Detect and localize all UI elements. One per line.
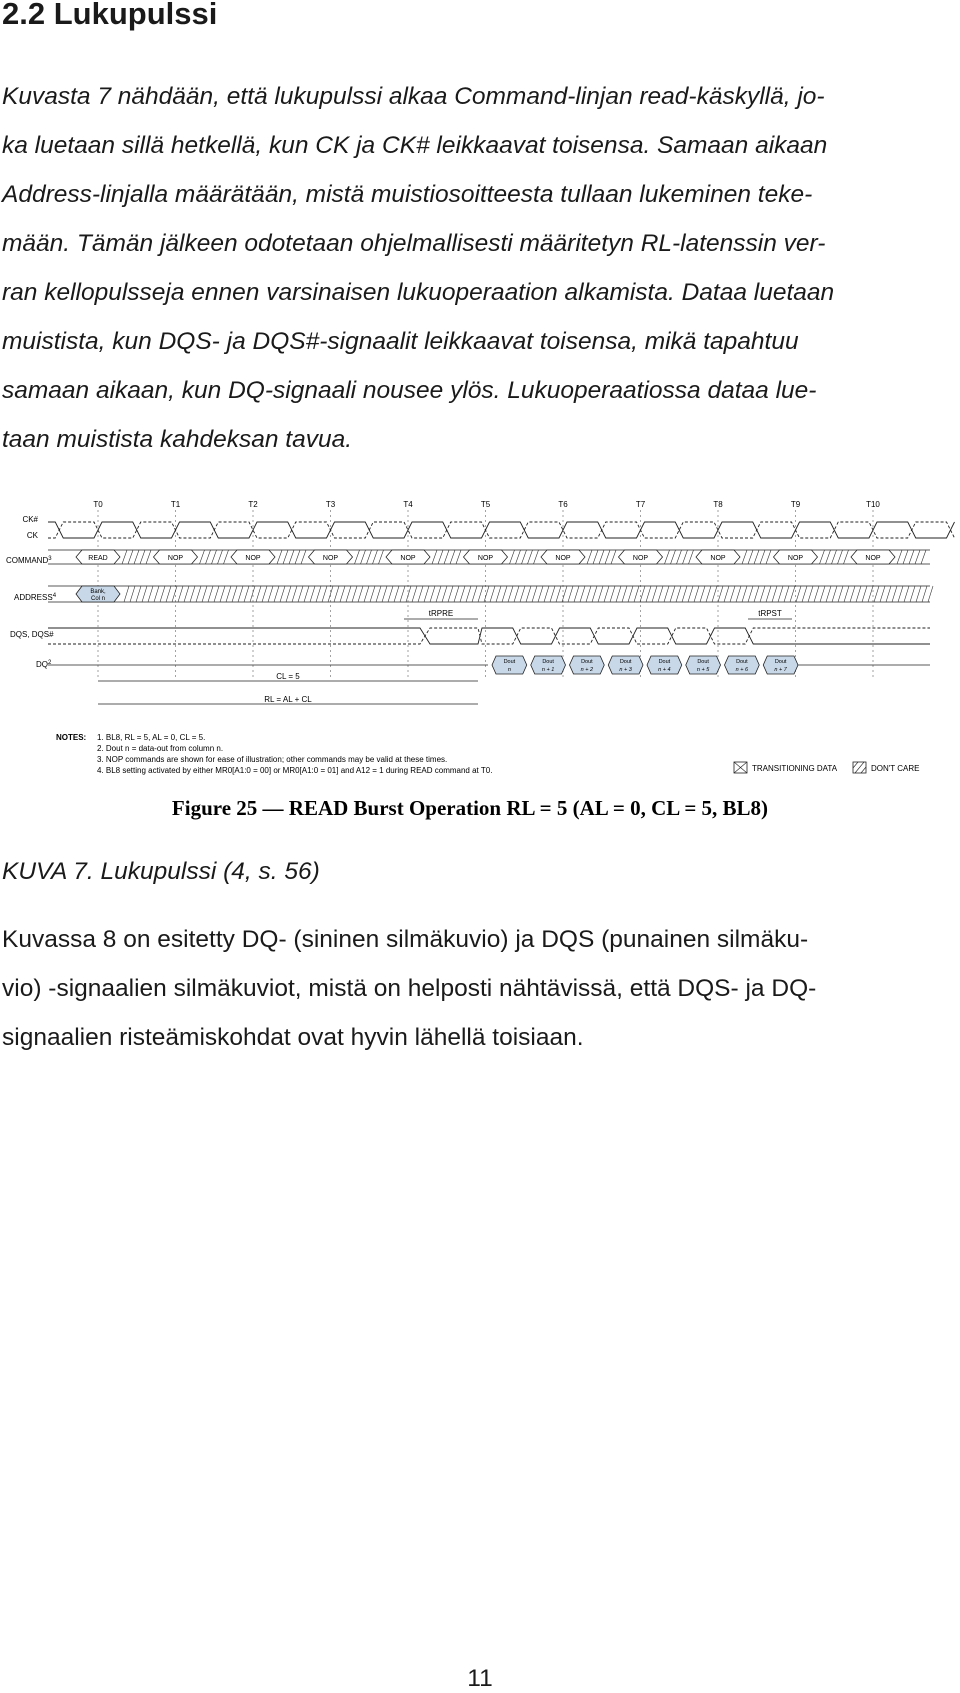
legend-transitioning <box>734 762 838 773</box>
rl-label: RL = AL + CL <box>264 695 312 704</box>
command-hatch <box>748 550 753 564</box>
address-hatch <box>556 586 561 602</box>
command-hatch <box>534 550 539 564</box>
address-hatch <box>490 586 495 602</box>
command-hatch <box>599 550 604 564</box>
dout-sub: n + 7 <box>774 667 787 673</box>
command-hatch <box>665 550 670 564</box>
time-label: T3 <box>325 500 336 509</box>
address-hatch <box>892 586 897 602</box>
address-hatch <box>292 586 297 602</box>
address-hatch <box>874 586 879 602</box>
address-hatch <box>148 586 153 602</box>
address-hatch <box>376 586 381 602</box>
address-hatch <box>514 586 519 602</box>
address-hatch <box>142 586 147 602</box>
address-hatch <box>340 586 345 602</box>
command-hatch <box>766 550 771 564</box>
command-hatch <box>528 550 533 564</box>
clock-ck <box>48 522 955 538</box>
address-hatch <box>904 586 909 602</box>
command-hatch <box>832 550 837 564</box>
dqs-row <box>48 628 930 644</box>
address-hatch <box>502 586 507 602</box>
command-label: NOP <box>167 555 184 562</box>
command-hatch <box>355 550 360 564</box>
address-hatch <box>574 586 579 602</box>
dout-label: Dout <box>581 659 593 665</box>
address-hatch <box>472 586 477 602</box>
paragraph-line: Address-linjalla määrätään, mistä muistiosoitteesta tullaan lukeminen teke- <box>2 181 813 208</box>
dq-row <box>48 656 930 674</box>
address-hatch <box>202 586 207 602</box>
address-value-line1: Bank, <box>90 589 106 595</box>
command-hatch <box>200 550 205 564</box>
address-hatch <box>928 586 933 602</box>
command-hatch <box>516 550 521 564</box>
address-hatch <box>664 586 669 602</box>
address-hatch <box>688 586 693 602</box>
time-label: T8 <box>713 500 723 509</box>
address-hatch <box>634 586 639 602</box>
address-hatch <box>358 586 363 602</box>
clock-ck-bar <box>48 522 955 538</box>
cl-label: CL = 5 <box>276 672 300 681</box>
label-dqs: DQS, DQS# <box>10 630 54 639</box>
dout-label: Dout <box>736 659 748 665</box>
address-hatch <box>382 586 387 602</box>
address-hatch <box>880 586 885 602</box>
address-hatch <box>850 586 855 602</box>
address-hatch <box>838 586 843 602</box>
dout-sub: n + 4 <box>658 667 671 673</box>
address-hatch <box>808 586 813 602</box>
command-hatch <box>128 550 133 564</box>
address-hatch <box>622 586 627 602</box>
command-hatch <box>838 550 843 564</box>
address-hatch <box>610 586 615 602</box>
address-hatch <box>286 586 291 602</box>
dout-label: Dout <box>542 659 554 665</box>
address-hatch <box>616 586 621 602</box>
paragraph-1 <box>2 72 947 464</box>
address-hatch <box>352 586 357 602</box>
legend-transitioning-label: TRANSITIONING DATA <box>752 764 838 773</box>
command-hatch <box>289 550 294 564</box>
address-hatch <box>232 586 237 602</box>
note-4: 4. BL8 setting activated by either MR0[A1:0 = 00] or MR0[A1:0 = 01] and A12 = 1 during READ command at T0. <box>97 766 493 775</box>
time-labels <box>93 500 880 509</box>
address-hatch <box>268 586 273 602</box>
trpre-label: tRPRE <box>428 609 454 618</box>
time-label: T1 <box>170 500 181 509</box>
address-hatch <box>826 586 831 602</box>
address-hatch <box>328 586 333 602</box>
address-hatch <box>532 586 537 602</box>
page-number: 11 <box>467 1665 493 1692</box>
command-hatch <box>742 550 747 564</box>
address-hatch <box>322 586 327 602</box>
address-hatch <box>442 586 447 602</box>
address-hatch <box>262 586 267 602</box>
address-hatch <box>226 586 231 602</box>
address-hatch <box>802 586 807 602</box>
command-row <box>48 550 930 564</box>
address-hatch <box>274 586 279 602</box>
label-ck: CK <box>26 531 38 540</box>
address-hatch <box>388 586 393 602</box>
address-hatch <box>772 586 777 602</box>
address-hatch <box>766 586 771 602</box>
command-label: NOP <box>865 555 881 562</box>
address-hatch <box>580 586 585 602</box>
address-hatch <box>364 586 369 602</box>
address-hatch <box>868 586 873 602</box>
address-hatch <box>484 586 489 602</box>
address-hatch <box>586 586 591 602</box>
address-hatch <box>508 586 513 602</box>
address-hatch <box>796 586 801 602</box>
address-hatch <box>916 586 921 602</box>
command-hatch <box>915 550 920 564</box>
command-hatch <box>921 550 926 564</box>
paragraph-2 <box>2 915 947 1062</box>
time-label: T0 <box>93 500 103 509</box>
address-hatch <box>130 586 135 602</box>
dout-label: Dout <box>658 659 671 665</box>
address-hatch <box>550 586 555 602</box>
command-hatch <box>611 550 616 564</box>
command-hatch <box>689 550 694 564</box>
paragraph-line: Kuvassa 8 on esitetty DQ- (sininen silmäkuvio) ja DQS (punainen silmäku- <box>2 926 809 953</box>
address-hatch <box>814 586 819 602</box>
address-hatch <box>604 586 609 602</box>
legend-dont-care-label: DON'T CARE <box>871 764 920 773</box>
address-hatch <box>136 586 141 602</box>
command-label: NOP <box>245 555 261 562</box>
command-hatch <box>134 550 139 564</box>
trpst-label: tRPST <box>758 609 782 618</box>
command-hatch <box>903 550 908 564</box>
address-hatch <box>478 586 483 602</box>
address-hatch <box>526 586 531 602</box>
note-3: 3. NOP commands are shown for ease of illustration; other commands may be valid at these times. <box>97 755 448 764</box>
time-label: T4 <box>403 500 413 509</box>
clock-waveform <box>48 522 955 538</box>
address-hatch <box>790 586 795 602</box>
command-hatch <box>844 550 849 564</box>
address-hatch <box>418 586 423 602</box>
address-hatch <box>160 586 165 602</box>
address-hatch <box>694 586 699 602</box>
dout-sub: n + 1 <box>541 667 555 673</box>
address-hatch <box>394 586 399 602</box>
command-hatch <box>146 550 151 564</box>
address-hatch <box>448 586 453 602</box>
address-hatch <box>178 586 183 602</box>
address-hatch <box>424 586 429 602</box>
address-hatch <box>832 586 837 602</box>
address-hatch <box>784 586 789 602</box>
address-hatch <box>256 586 261 602</box>
command-hatch <box>826 550 831 564</box>
paragraph-line: signaalien risteämiskohdat ovat hyvin lähellä toisiaan. <box>2 1024 584 1051</box>
command-hatch <box>277 550 282 564</box>
time-label: T5 <box>480 500 491 509</box>
address-hatch <box>430 586 435 602</box>
time-label: T7 <box>635 500 646 509</box>
command-label: NOP <box>477 555 494 562</box>
address-hatch <box>898 586 903 602</box>
dout-label: Dout <box>503 659 516 665</box>
time-label: T6 <box>558 500 568 509</box>
address-hatch <box>544 586 549 602</box>
command-hatch <box>373 550 378 564</box>
address-hatch <box>592 586 597 602</box>
command-hatch <box>218 550 223 564</box>
command-hatch <box>140 550 145 564</box>
command-hatch <box>683 550 688 564</box>
address-hatch <box>886 586 891 602</box>
paragraph-line: Kuvasta 7 nähdään, että lukupulssi alkaa Command-linjan read-käskyllä, jo- <box>2 83 825 110</box>
time-label: T10 <box>866 500 880 509</box>
command-label: NOP <box>787 555 804 562</box>
command-hatch <box>909 550 914 564</box>
command-label: NOP <box>322 555 339 562</box>
address-hatch <box>466 586 471 602</box>
command-hatch <box>593 550 598 564</box>
command-hatch <box>456 550 461 564</box>
command-hatch <box>283 550 288 564</box>
address-hatch <box>742 586 747 602</box>
dout-sub: n + 5 <box>696 667 710 673</box>
address-hatch <box>748 586 753 602</box>
address-hatch <box>922 586 927 602</box>
address-hatch <box>238 586 243 602</box>
address-hatch <box>298 586 303 602</box>
address-hatch <box>334 586 339 602</box>
address-hatch <box>454 586 459 602</box>
address-hatch <box>718 586 723 602</box>
command-hatch <box>438 550 443 564</box>
command-label: NOP <box>632 555 649 562</box>
command-label: READ <box>88 555 108 562</box>
dqs-bar-wave <box>48 628 930 644</box>
address-hatch <box>820 586 825 602</box>
address-hatch <box>778 586 783 602</box>
paragraph-line: vio) -signaalien silmäkuviot, mistä on helposti nähtävissä, että DQS- ja DQ- <box>2 975 817 1002</box>
command-hatch <box>224 550 229 564</box>
figure-title: Figure 25 — READ Burst Operation RL = 5 (AL = 0, CL = 5, BL8) <box>171 796 769 820</box>
address-hatch <box>124 586 129 602</box>
address-hatch <box>652 586 657 602</box>
address-hatch <box>280 586 285 602</box>
address-hatch <box>304 586 309 602</box>
address-hatch <box>166 586 171 602</box>
address-row <box>48 586 933 602</box>
address-hatch <box>910 586 915 602</box>
paragraph-line: ran kellopulsseja ennen varsinaisen lukuoperaation alkamista. Dataa luetaan <box>2 279 835 306</box>
section-heading: 2.2 Lukupulssi <box>2 0 218 31</box>
label-dq: $DQ^2$ <box>36 660 52 669</box>
address-hatch <box>658 586 663 602</box>
time-label: T2 <box>248 500 258 509</box>
dout-label: Dout <box>697 659 709 665</box>
address-hatch <box>496 586 501 602</box>
address-hatch <box>346 586 351 602</box>
dqs-wave <box>48 628 930 644</box>
address-hatch <box>370 586 375 602</box>
address-hatch <box>640 586 645 602</box>
command-hatch <box>367 550 372 564</box>
address-hatch <box>436 586 441 602</box>
address-hatch <box>628 586 633 602</box>
command-label: NOP <box>710 555 726 562</box>
address-hatch <box>244 586 249 602</box>
address-hatch <box>670 586 675 602</box>
address-hatch <box>250 586 255 602</box>
command-hatch <box>444 550 449 564</box>
command-hatch <box>510 550 515 564</box>
command-hatch <box>897 550 902 564</box>
timing-diagram-figure <box>0 498 960 833</box>
command-hatch <box>760 550 765 564</box>
paragraph-line: samaan aikaan, kun DQ-signaali nousee ylös. Lukuoperaatiossa dataa lue- <box>2 377 817 404</box>
dout-sub: n + 2 <box>580 667 594 673</box>
command-hatch <box>450 550 455 564</box>
address-hatch <box>196 586 201 602</box>
dout-sub: n <box>507 667 511 673</box>
address-hatch <box>310 586 315 602</box>
address-hatch <box>562 586 567 602</box>
dout-sub: n + 6 <box>735 667 749 673</box>
command-hatch <box>295 550 300 564</box>
address-hatch <box>646 586 651 602</box>
address-hatch <box>316 586 321 602</box>
address-hatch <box>538 586 543 602</box>
command-hatch <box>671 550 676 564</box>
command-hatch <box>379 550 384 564</box>
address-hatch <box>598 586 603 602</box>
address-hatch <box>682 586 687 602</box>
address-hatch <box>184 586 189 602</box>
address-hatch <box>190 586 195 602</box>
address-hatch <box>706 586 711 602</box>
dout-label: Dout <box>774 659 787 665</box>
address-hatch <box>208 586 213 602</box>
address-hatch <box>856 586 861 602</box>
address-hatch <box>676 586 681 602</box>
command-hatch <box>677 550 682 564</box>
legend-dont-care <box>853 762 920 773</box>
address-hatch <box>568 586 573 602</box>
notes-title: NOTES: <box>56 733 87 742</box>
address-hatch <box>844 586 849 602</box>
command-hatch <box>605 550 610 564</box>
address-hatch <box>730 586 735 602</box>
command-hatch <box>206 550 211 564</box>
address-hatch <box>724 586 729 602</box>
address-hatch <box>520 586 525 602</box>
command-hatch <box>432 550 437 564</box>
command-hatch <box>301 550 306 564</box>
command-hatch <box>122 550 127 564</box>
address-hatch <box>214 586 219 602</box>
address-hatch <box>412 586 417 602</box>
note-1: 1. BL8, RL = 5, AL = 0, CL = 5. <box>97 733 206 742</box>
address-hatch <box>220 586 225 602</box>
label-ck-bar: CK# <box>22 515 38 524</box>
command-hatch <box>754 550 759 564</box>
command-hatch <box>820 550 825 564</box>
address-hatch <box>460 586 465 602</box>
dout-sub: n + 3 <box>619 667 632 673</box>
note-2: 2. Dout n = data-out from column n. <box>97 744 224 753</box>
command-label: NOP <box>400 555 416 562</box>
dout-label: Dout <box>619 659 632 665</box>
command-hatch <box>587 550 592 564</box>
figure-caption: KUVA 7. Lukupulssi (4, s. 56) <box>2 858 320 885</box>
command-hatch <box>212 550 217 564</box>
address-hatch <box>760 586 765 602</box>
address-hatch <box>700 586 705 602</box>
time-label: T9 <box>790 500 801 509</box>
timing-diagram <box>0 498 960 833</box>
command-hatch <box>361 550 366 564</box>
paragraph-line: ka luetaan sillä hetkellä, kun CK ja CK# leikkaavat toisensa. Samaan aikaan <box>2 132 828 159</box>
address-hatch <box>862 586 867 602</box>
address-hatch <box>406 586 411 602</box>
address-hatch <box>154 586 159 602</box>
address-value-line2: Col n <box>90 596 106 602</box>
address-hatch <box>400 586 405 602</box>
paragraph-line: muistista, kun DQS- ja DQS#-signaalit leikkaavat toisensa, mikä tapahtuu <box>2 328 799 355</box>
paragraph-line: mään. Tämän jälkeen odotetaan ohjelmallisesti määritetyn RL-latenssin ver- <box>2 230 826 257</box>
address-hatch <box>172 586 177 602</box>
label-command: COMMAND$^3$ <box>6 556 52 565</box>
address-hatch <box>712 586 717 602</box>
address-hatch <box>754 586 759 602</box>
command-label: NOP <box>555 555 571 562</box>
address-hatch <box>736 586 741 602</box>
command-hatch <box>522 550 527 564</box>
paragraph-line: taan muistista kahdeksan tavua. <box>2 426 353 453</box>
label-address: ADDRESS$^4$ <box>14 593 57 602</box>
